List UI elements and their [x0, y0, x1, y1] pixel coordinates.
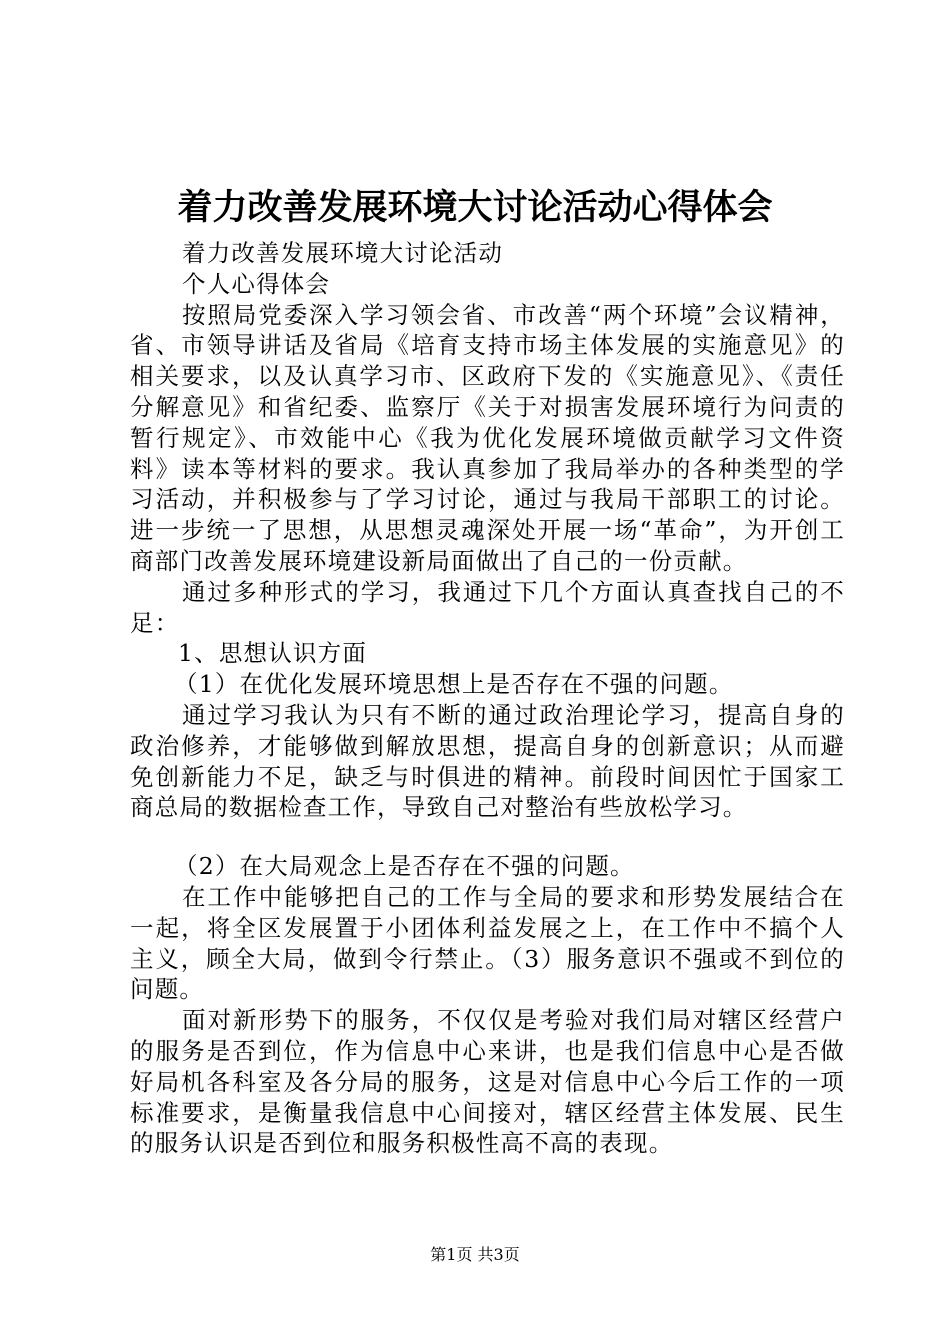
subtitle-line-2: 个人心得体会 — [182, 269, 331, 298]
subsection-heading-1: （1）在优化发展环境思想上是否存在不强的问题。 — [174, 670, 734, 699]
page-number: 第1页 共3页 — [430, 1245, 520, 1264]
document-title: 着力改善发展环境大讨论活动心得体会 — [177, 187, 773, 228]
paragraph-shortcomings: 通过多种形式的学习，我通过下几个方面认真查找自己的不足： — [130, 577, 845, 637]
document-body — [130, 238, 845, 1159]
paragraph-theory-study: 通过学习我认为只有不断的通过政治理论学习，提高自身的政治修养，才能够做到解放思想，提高自身的创新意识；从而避免创新能力不足，缺乏与时俱进的精神。前段时间因忙于国家工商总局的数据检查工作，导致自己对整治有些放松学习。 — [130, 700, 845, 822]
section-heading-1: 1、思想认识方面 — [178, 639, 368, 668]
subtitle-line-1: 着力改善发展环境大讨论活动 — [182, 239, 504, 267]
subsection-heading-2: （2）在大局观念上是否存在不强的问题。 — [174, 852, 635, 881]
paragraph-service: 面对新形势下的服务，不仅仅是考验对我们局对辖区经营户的服务是否到位，作为信息中心来讲，也是我们信息中心是否做好局机各科室及各分局的服务，这是对信息中心今后工作的一项标准要求，是衡量我信息中心间接对，辖区经营主体发展、民生的服务认识是否到位和服务积极性高不高的表现。 — [130, 1006, 845, 1158]
paragraph-intro: 按照局党委深入学习领会省、市改善“两个环境”会议精神，省、市领导讲话及省局《培育支持市场主体发展的实施意见》的相关要求，以及认真学习市、区政府下发的《实施意见》、《责任分解意见》和省纪委、监察厅《关于对损害发展环境行为问责的暂行规定》、市效能中心《我为优化发展环境做贡献学习文件资料》读本等材料的要求。我认真参加了我局举办的各种类型的学习活动，并积极参与了学习讨论，通过与我局干部职工的讨论。进一步统一了思想，从思想灵魂深处开展一场“革命”，为开创工商部门改善发展环境建设新局面做出了自己的一份贡献。 — [130, 300, 845, 575]
paragraph-big-picture: 在工作中能够把自己的工作与全局的要求和形势发展结合在一起，将全区发展置于小团体利益发展之上，在工作中不搞个人主义，顾全大局，做到令行禁止。（3）服务意识不强或不到位的问题。 — [130, 882, 845, 1004]
